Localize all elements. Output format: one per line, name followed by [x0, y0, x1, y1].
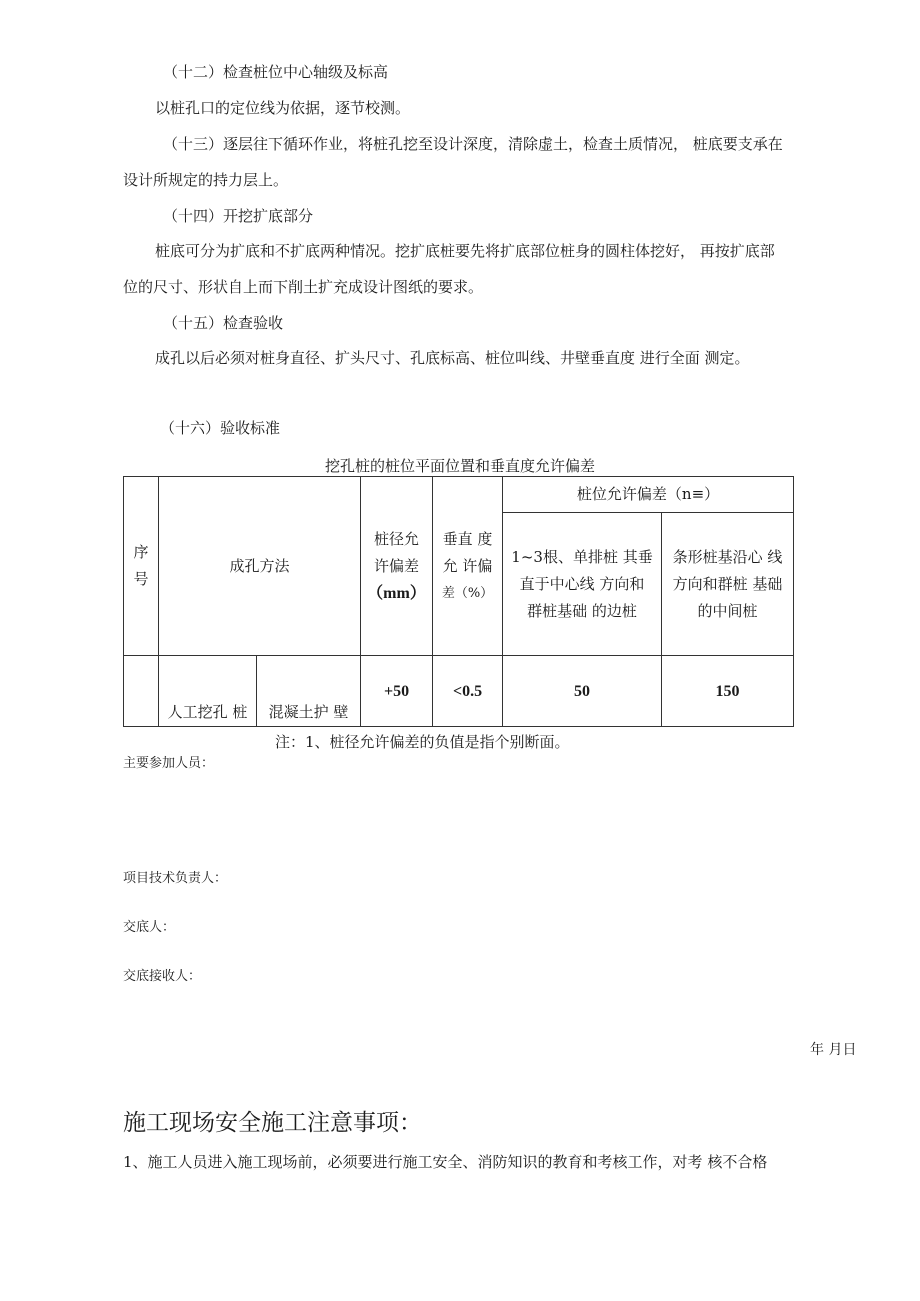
- paragraph-text: 位的尺寸、形状自上而下削土扩充成设计图纸的要求。: [123, 278, 484, 296]
- handover-label: 交底人：: [123, 920, 176, 935]
- tech-lead-label: 项目技术负责人：: [123, 871, 228, 886]
- cell-position-edge: 50: [503, 656, 662, 727]
- paragraph-text: 桩底可分为扩底和不扩底两种情况。挖扩底桩要先将扩底部位桩身的圆柱体挖好， 再按扩底部: [155, 242, 775, 260]
- list-item: 1、施工人员进入施工现场前，必须要进行施工安全、消防知识的教育和考核工作，对考 核不合格: [123, 1153, 768, 1171]
- participants-label: 主要参加人员：: [123, 756, 215, 771]
- cell-seq: [124, 656, 159, 727]
- header-position-edge-piles: 1~3根、单排桩 其垂 直于中心线 方向和 群桩基础 的边桩: [503, 513, 662, 656]
- paragraph-heading-15: （十五）检查验收: [163, 314, 284, 332]
- paragraph-heading-14: （十四）开挖扩底部分: [163, 207, 314, 225]
- table-caption: 挖孔桩的桩位平面位置和垂直度允许偏差: [324, 457, 595, 475]
- section-heading: 施工现场安全施工注意事项：: [123, 1110, 422, 1136]
- paragraph-text: 以桩孔口的定位线为依据，逐节校测。: [155, 99, 411, 117]
- cell-diameter: +50: [361, 656, 433, 727]
- date-label: 年 月日: [810, 1042, 857, 1058]
- header-method: 成孔方法: [159, 477, 361, 656]
- table-note: 注：1、桩径允许偏差的负值是指个别断面。: [275, 733, 570, 751]
- table-row: [124, 656, 794, 727]
- cell-verticality: <0.5: [433, 656, 503, 727]
- cell-method-2: 混凝土护 壁: [257, 656, 361, 727]
- header-verticality-tolerance: 垂直 度 允 许偏 差（%）: [433, 477, 503, 656]
- paragraph-text: 设计所规定的持力层上。: [123, 171, 289, 189]
- paragraph-heading-16: （十六）验收标准: [160, 419, 281, 437]
- cell-method-1: 人工挖孔 桩: [159, 656, 257, 727]
- header-position-middle-piles: 条形桩基沿心 线 方向和群桩 基础 的中间桩: [662, 513, 794, 656]
- cell-position-middle: 150: [662, 656, 794, 727]
- paragraph-text: （十三）逐层往下循环作业，将桩孔挖至设计深度，清除虚土，检查土质情况， 桩底要支承在: [163, 135, 783, 153]
- header-position-tolerance: 桩位允许偏差（n≡）: [503, 477, 794, 513]
- tolerance-table: [123, 476, 794, 727]
- header-diameter-tolerance: 桩径允 许偏差 （mm）: [361, 477, 433, 656]
- header-seq: 序 号: [124, 477, 159, 656]
- paragraph-heading-12: （十二）检查桩位中心轴级及标高: [163, 63, 389, 81]
- paragraph-text: 成孔以后必须对桩身直径、扩头尺寸、孔底标高、桩位叫线、井壁垂直度 进行全面 测定。: [155, 349, 750, 367]
- receiver-label: 交底接收人：: [123, 969, 202, 984]
